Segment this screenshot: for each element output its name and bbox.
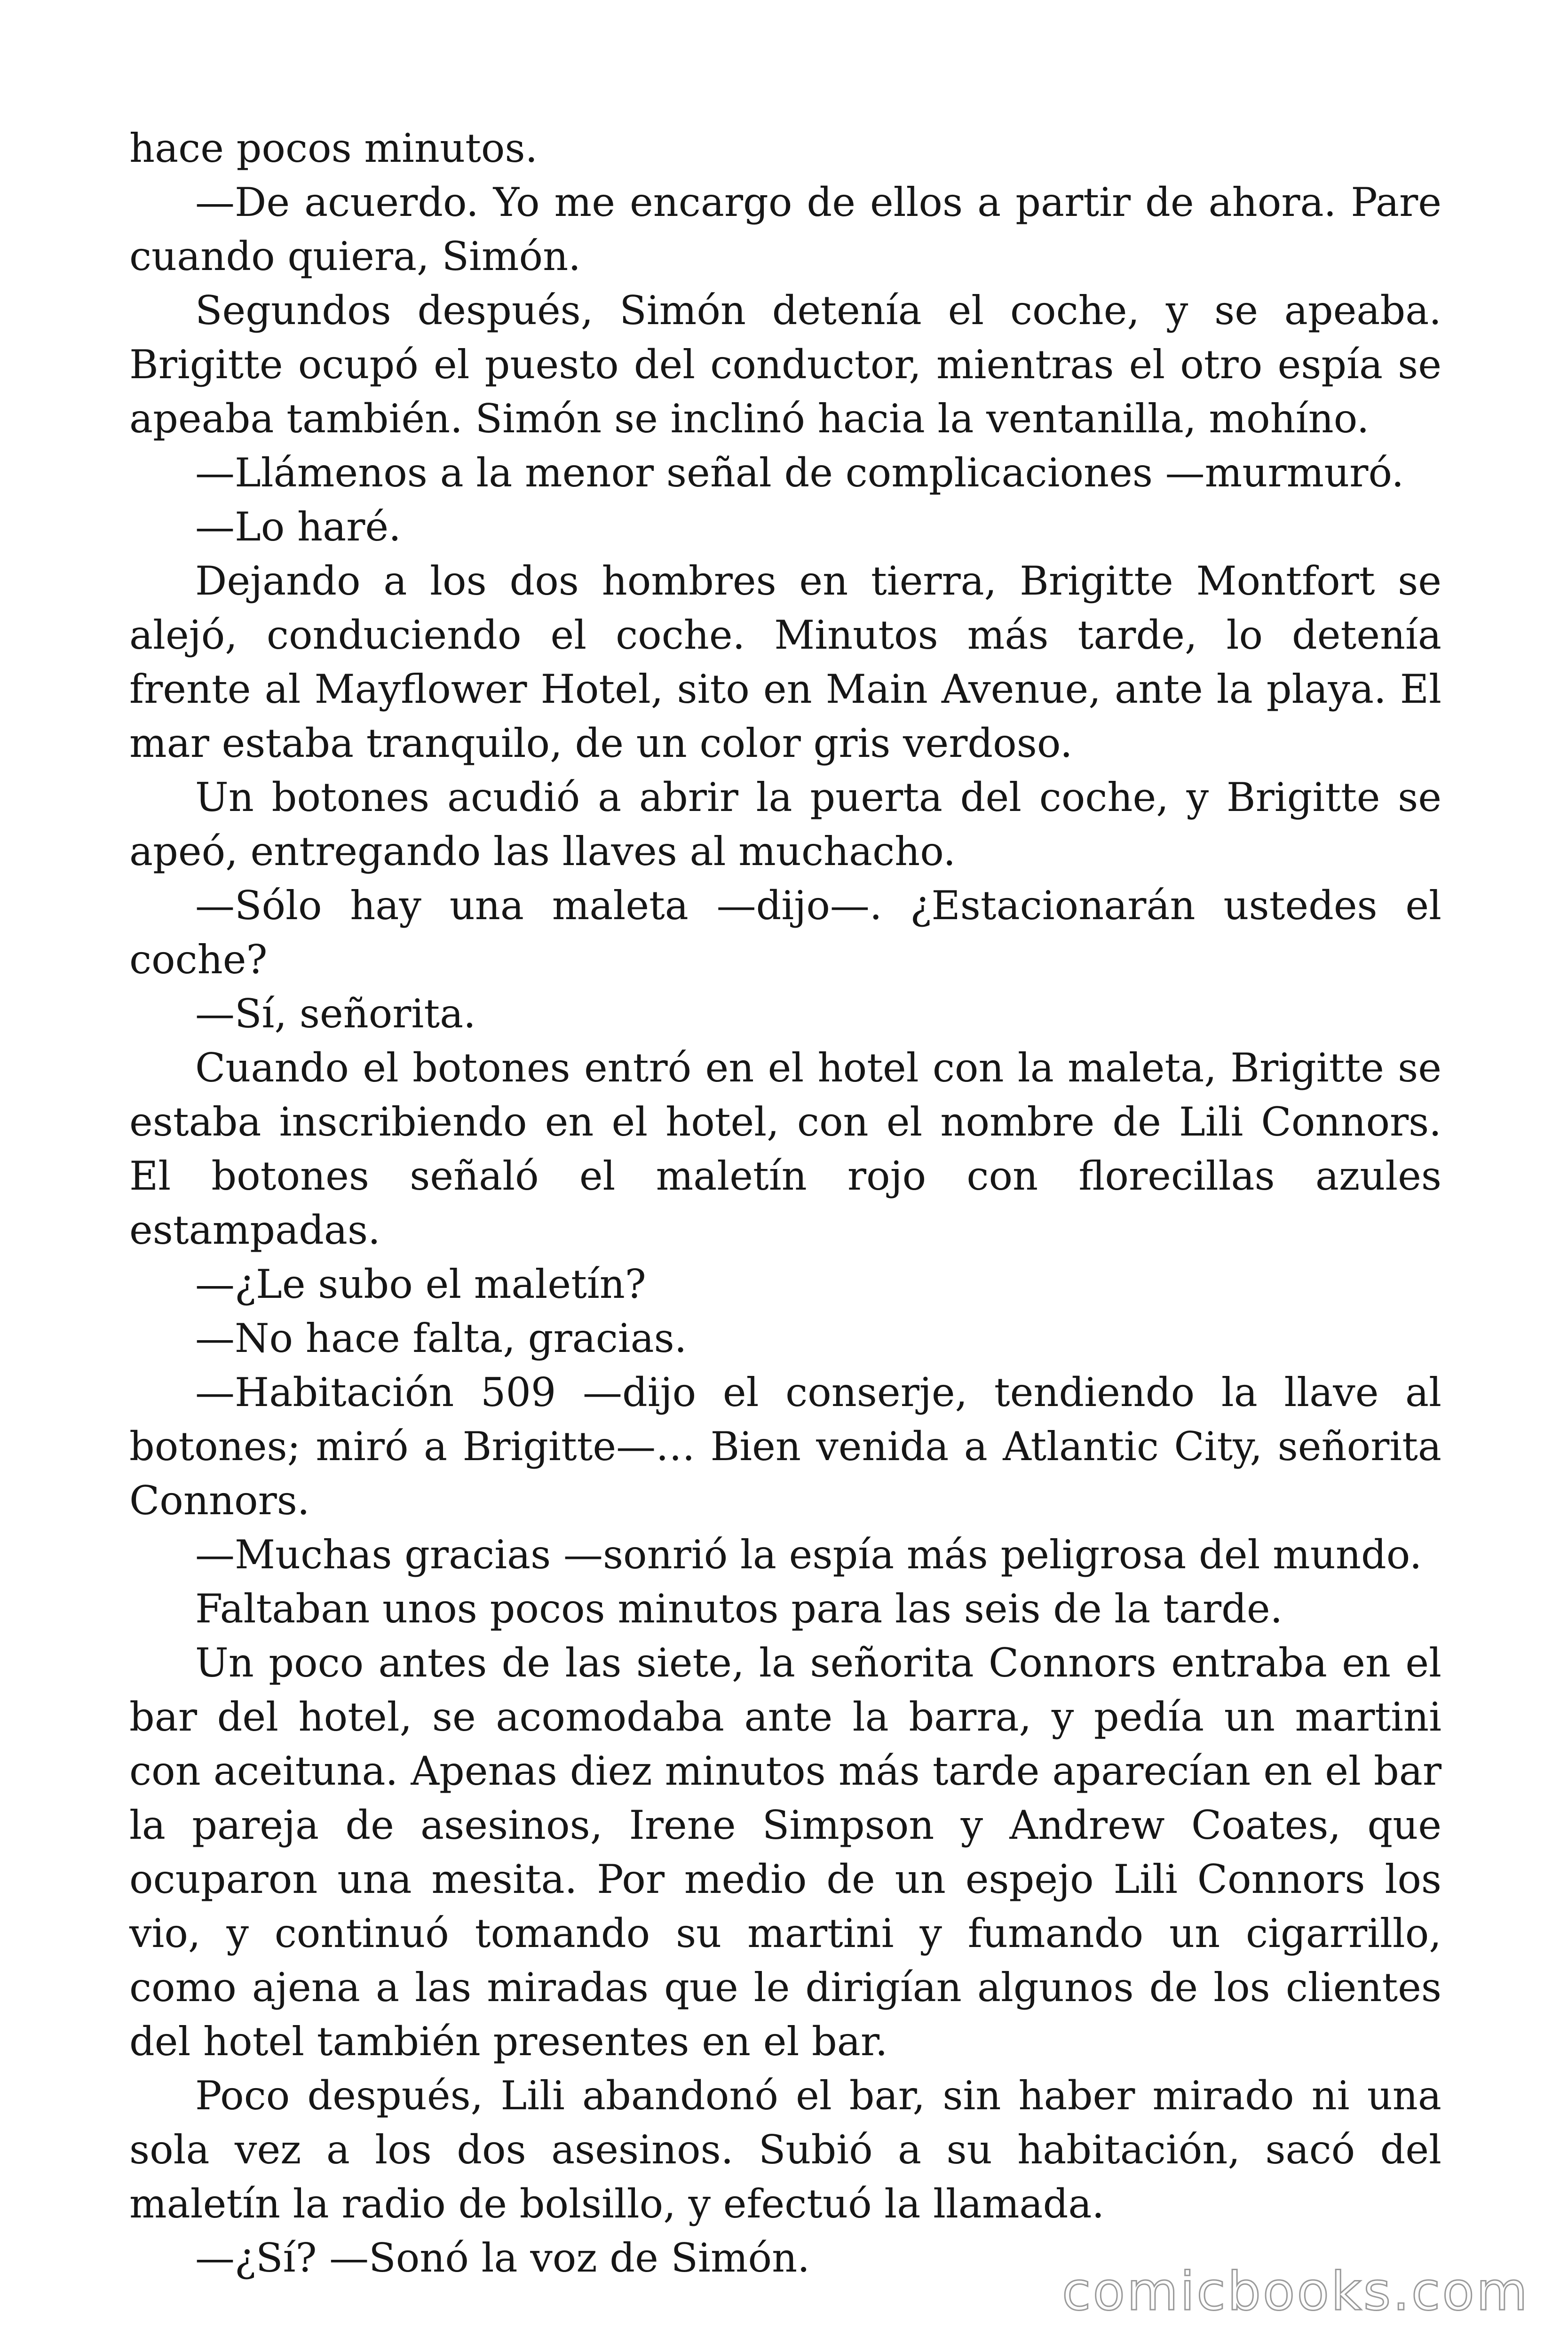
paragraph: —No hace falta, gracias.: [195, 1315, 687, 1361]
paragraph: —De acuerdo. Yo me encargo de ellos a partir de ahora. Pare cuando quiera, Simón.: [129, 179, 1441, 279]
paragraph: Cuando el botones entró en el hotel con la maleta, Brigitte se estaba inscribiendo en el hotel, con el nombre de Lili Connors. El botones señaló el maletín rojo con florecillas azules estampadas.: [129, 1045, 1441, 1253]
paragraph: —Lo haré.: [195, 504, 401, 550]
paragraph: —Sólo hay una maleta —dijo—. ¿Estacionarán ustedes el coche?: [129, 882, 1441, 983]
paragraph: Un botones acudió a abrir la puerta del coche, y Brigitte se apeó, entregando las llaves al muchacho.: [129, 774, 1441, 874]
paragraph: Faltaban unos pocos minutos para las seis de la tarde.: [195, 1586, 1283, 1632]
body-text: [129, 121, 1441, 2285]
paragraph: —Habitación 509 —dijo el conserje, tendiendo la llave al botones; miró a Brigitte—… Bien venida a Atlantic City, señorita Connors.: [129, 1369, 1441, 1524]
paragraph: —Muchas gracias —sonrió la espía más peligrosa del mundo.: [195, 1532, 1422, 1578]
watermark: comicbooks.com: [1061, 2261, 1529, 2322]
paragraph: —¿Le subo el maletín?: [195, 1261, 646, 1307]
paragraph: Un poco antes de las siete, la señorita Connors entraba en el bar del hotel, se acomodaba ante la barra, y pedía un martini con aceituna. Apenas diez minutos más tarde aparecían en el bar la pareja de asesinos, Irene Simpson y Andrew Coates, que ocuparon una mesita. Por medio de un espejo Lili Connors los vio, y continuó tomando su martini y fumando un cigarrillo, como ajena a las miradas que le dirigían algunos de los clientes del hotel también presentes en el bar.: [129, 1640, 1441, 2065]
paragraph: Segundos después, Simón detenía el coche, y se apeaba. Brigitte ocupó el puesto del conductor, mientras el otro espía se apeaba también. Simón se inclinó hacia la ventanilla, mohíno.: [129, 287, 1441, 442]
paragraph: Poco después, Lili abandonó el bar, sin haber mirado ni una sola vez a los dos asesinos. Subió a su habitación, sacó del maletín la radio de bolsillo, y efectuó la llamada.: [129, 2073, 1441, 2227]
paragraph: —¿Sí? —Sonó la voz de Simón.: [195, 2235, 810, 2281]
paragraph: Dejando a los dos hombres en tierra, Brigitte Montfort se alejó, conduciendo el coche. Minutos más tarde, lo detenía frente al Mayflower Hotel, sito en Main Avenue, ante la playa. El mar estaba tranquilo, de un color gris verdoso.: [129, 558, 1441, 766]
paragraph: —Sí, señorita.: [195, 991, 476, 1037]
paragraph: —Llámenos a la menor señal de complicaciones —murmuró.: [195, 450, 1404, 496]
paragraph: hace pocos minutos.: [129, 125, 538, 171]
